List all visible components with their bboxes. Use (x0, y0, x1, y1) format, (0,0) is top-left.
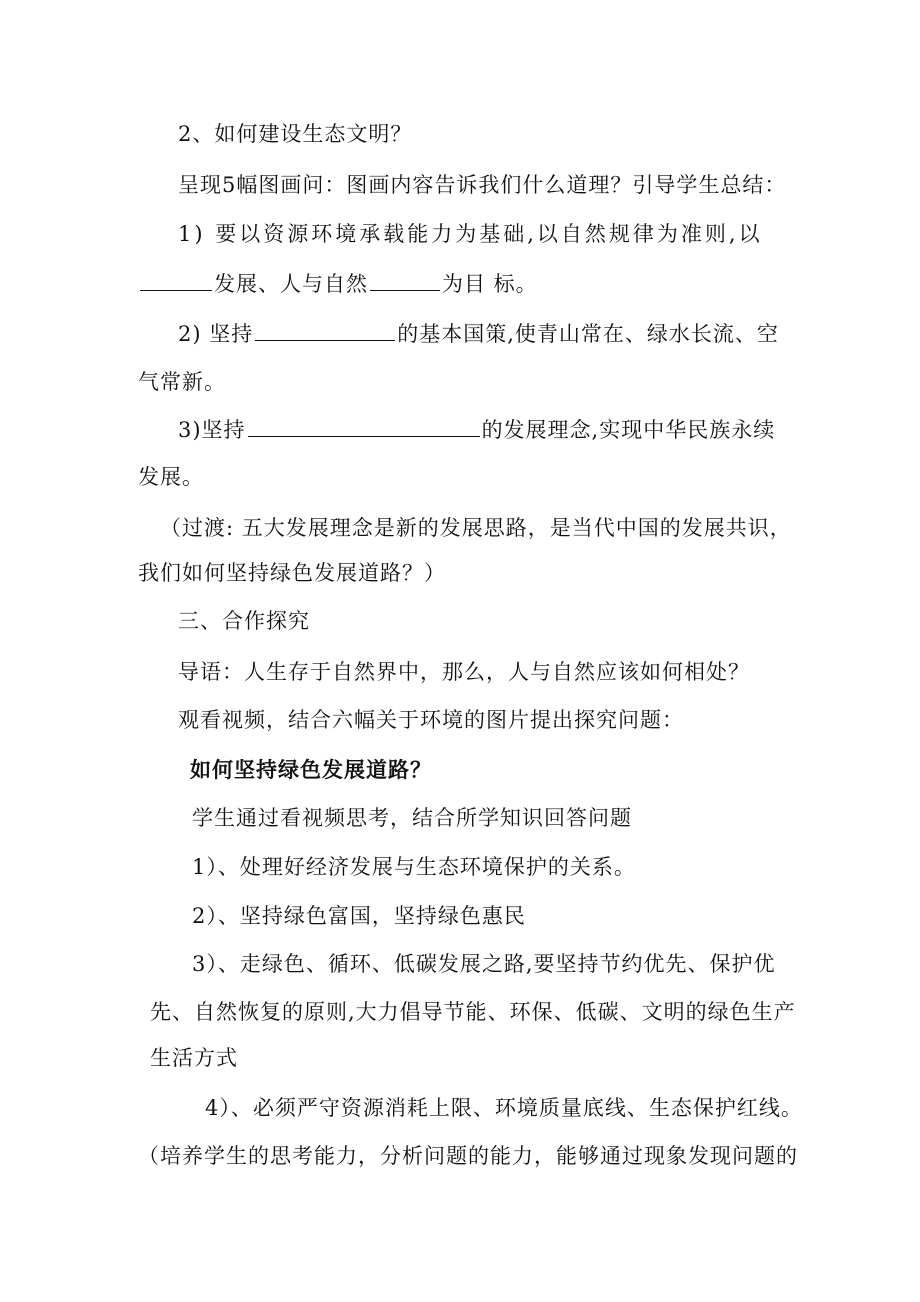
text-segment: 的基本国策,使青山常在、绿水长流、空 (397, 322, 779, 346)
answer-3-line-3: 生活方式 (150, 1046, 238, 1070)
answer-4: 4）、必须严守资源消耗上限、环境质量底线、生态保护红线。 (205, 1096, 803, 1120)
point-1-line-2 (138, 270, 538, 298)
point-2-line-2: 气常新。 (138, 370, 226, 394)
answer-2: 2）、坚持绿色富国，坚持绿色惠民 (192, 904, 526, 928)
fill-in-blank (248, 418, 480, 437)
text-segment: 的发展理念,实现中华民族永续 (481, 418, 776, 442)
point-1-line-1: 1) 要以资源环境承载能力为基础,以自然规律为准则,以 (178, 222, 763, 246)
fill-in-blank (140, 272, 212, 291)
paragraph-present-pictures: 呈现5幅图画问：图画内容告诉我们什么道理？引导学生总结： (178, 173, 787, 197)
text-segment: 3)坚持 (178, 418, 246, 442)
transition-line-1: （过渡: 五大发展理念是新的发展思路，是当代中国的发展共识， (160, 516, 792, 540)
point-3-line-2: 发展。 (138, 465, 204, 489)
section-title-cooperative-inquiry: 三、合作探究 (178, 609, 310, 633)
purpose-note: （培养学生的思考能力，分析问题的能力，能够通过现象发现问题的 (138, 1144, 798, 1168)
heading-build-eco-civilization: 2、如何建设生态文明？ (178, 122, 413, 146)
student-instruction: 学生通过看视频思考，结合所学知识回答问题 (192, 806, 632, 830)
text-segment: 为目 标。 (442, 272, 538, 296)
watch-video-instruction: 观看视频，结合六幅关于环境的图片提出探究问题： (178, 708, 684, 732)
text-segment: 发展、人与自然 (214, 272, 368, 296)
point-3-line-1 (178, 416, 775, 444)
text-segment: 2) 坚持 (178, 322, 254, 346)
answer-3-line-2: 先、自然恢复的原则,大力倡导节能、环保、低碳、文明的绿色生产 (150, 1000, 796, 1024)
fill-in-blank (370, 272, 440, 291)
transition-line-2: 我们如何坚持绿色发展道路？） (138, 561, 446, 585)
answer-1: 1）、处理好经济发展与生态环境保护的关系。 (192, 855, 636, 879)
point-2-line-1 (178, 320, 779, 348)
fill-in-blank (255, 322, 395, 341)
answer-3-line-1: 3）、走绿色、循环、低碳发展之路,要坚持节约优先、保护优 (192, 952, 776, 976)
lead-in: 导语：人生存于自然界中，那么，人与自然应该如何相处？ (178, 660, 750, 684)
inquiry-question: 如何坚持绿色发展道路？ (190, 757, 432, 782)
